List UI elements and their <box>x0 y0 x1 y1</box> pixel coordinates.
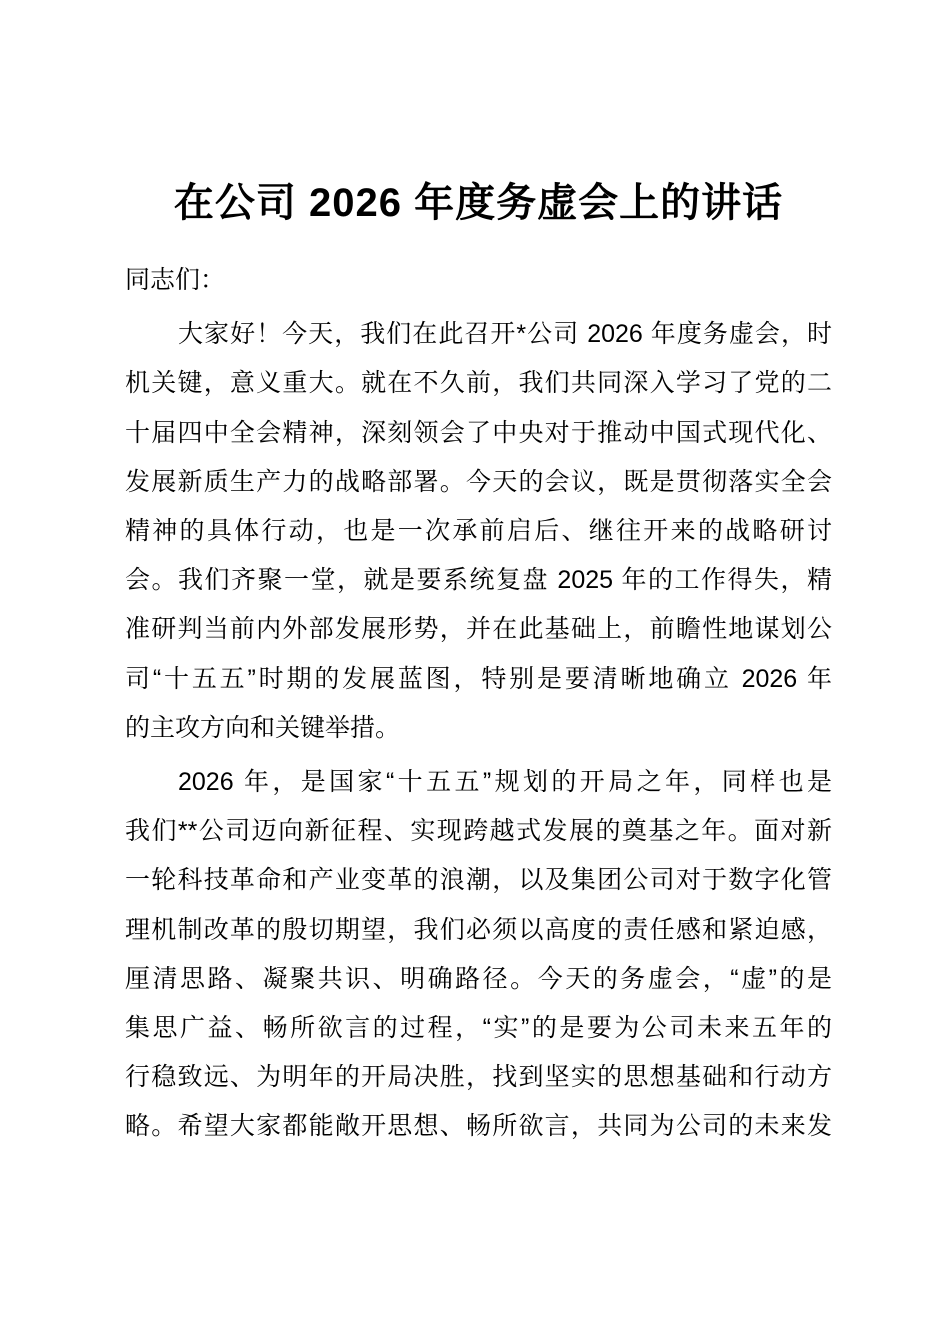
text-line: 司“十五五”时期的发展蓝图，特别是要清晰地确立 2026 年 <box>125 664 832 693</box>
text-line: 精神的具体行动，也是一次承前启后、继往开来的战略研讨 <box>125 517 832 546</box>
text-line: 发展新质生产力的战略部署。今天的会议，既是贯彻落实全会 <box>125 467 832 496</box>
text-line: 一轮科技革命和产业变革的浪潮，以及集团公司对于数字化管 <box>125 866 832 895</box>
text-line: 厘清思路、凝聚共识、明确路径。今天的务虚会，“虚”的是 <box>125 964 832 993</box>
text-line: 准研判当前内外部发展形势，并在此基础上，前瞻性地谋划公 <box>125 615 832 644</box>
text-line: 2026 年，是国家“十五五”规划的开局之年，同样也是 <box>178 768 832 797</box>
text-line: 理机制改革的殷切期望，我们必须以高度的责任感和紧迫感， <box>125 915 832 944</box>
text-line: 十届四中全会精神，深刻领会了中央对于推动中国式现代化、 <box>125 418 832 447</box>
text-line: 机关键，意义重大。就在不久前，我们共同深入学习了党的二 <box>125 369 832 398</box>
paragraph <box>125 758 832 1152</box>
text-line: 集思广益、畅所欲言的过程，“实”的是要为公司未来五年的 <box>125 1014 832 1043</box>
text-line: 同志们： <box>125 266 226 294</box>
text-line: 略。希望大家都能敞开思想、畅所欲言，共同为公司的未来发 <box>125 1112 832 1141</box>
paragraph <box>125 256 832 305</box>
text-line: 会。我们齐聚一堂，就是要系统复盘 2025 年的工作得失，精 <box>125 566 832 595</box>
document-title: 在公司 2026 年度务虚会上的讲话 <box>173 181 784 225</box>
text-line: 的主攻方向和关键举措。 <box>125 713 401 742</box>
document-body <box>125 256 832 1152</box>
paragraph <box>125 310 832 753</box>
text-line: 我们**公司迈向新征程、实现跨越式发展的奠基之年。面对新 <box>125 817 832 846</box>
text-line: 大家好！今天，我们在此召开*公司 2026 年度务虚会，时 <box>178 320 832 349</box>
text-line: 行稳致远、为明年的开局决胜，找到坚实的思想基础和行动方 <box>125 1063 832 1092</box>
